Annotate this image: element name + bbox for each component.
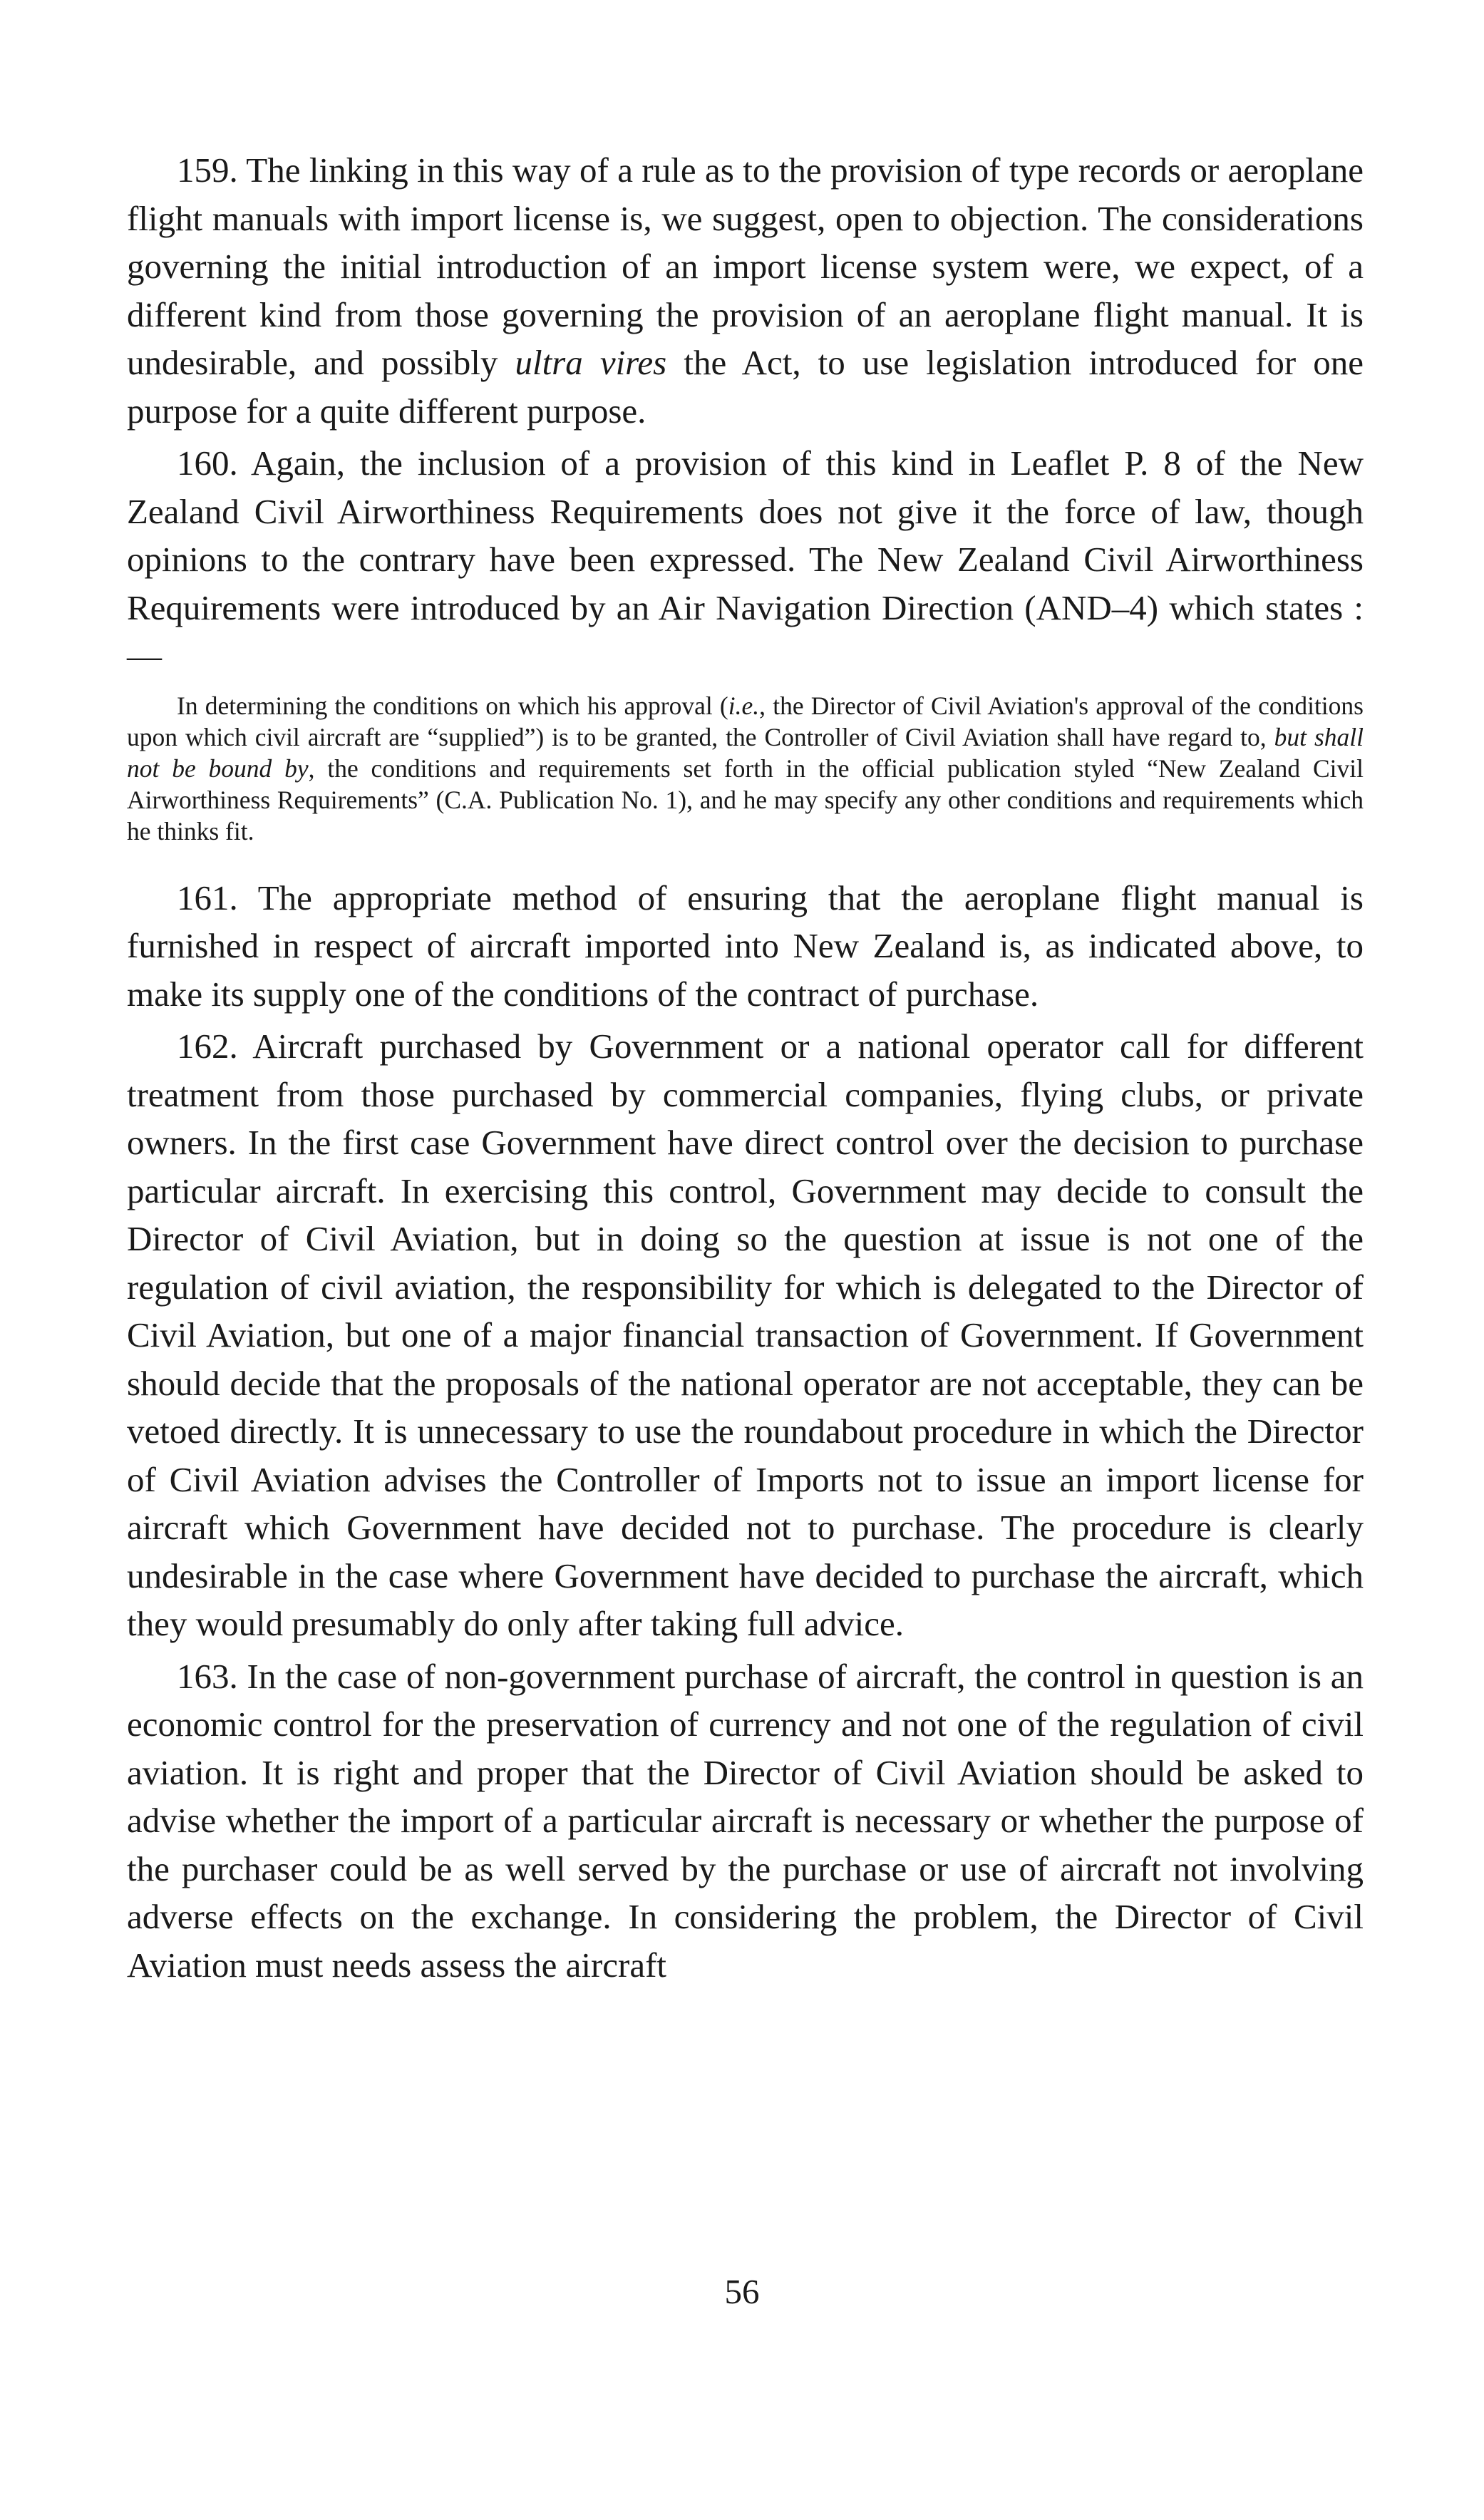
quote-italic: i.e.: [728, 691, 760, 720]
paragraph-159: [127, 146, 1364, 435]
document-page: [127, 146, 1364, 1989]
quote-text: , the conditions and requirements set forth in the official publication styled “New Zealand Civil Airworthiness Requirements” (C.A. Publication No. 1), and he may specify any other conditions and requirements which he thinks fit.: [127, 754, 1364, 845]
quote-text: In determining the conditions on which his approval (: [177, 691, 728, 720]
paragraph-161: [127, 874, 1364, 1019]
paragraph-text: The appropriate method of ensuring that the aeroplane flight manual is furnished in respect of aircraft imported into New Zealand is, as indicated above, to make its supply one of the conditions of the contract of purchase.: [127, 878, 1364, 1014]
paragraph-162: [127, 1022, 1364, 1648]
block-quote: [127, 690, 1364, 847]
page-number: 56: [724, 2272, 760, 2311]
paragraph-number: 161.: [177, 878, 238, 917]
paragraph-text: Again, the inclusion of a provision of this kind in Leaflet P. 8 of the New Zealand Civil Airworthiness Requirements does not give it the force of law, though opinions to the contrary have been expressed. The New Zealand Civil Airworthiness Requirements were introduced by an Air Navigation Direction (AND–4) which states :—: [127, 443, 1364, 675]
paragraph-number: 163.: [177, 1656, 238, 1696]
paragraph-text: Aircraft purchased by Government or a national operator call for different treatment from those purchased by commercial companies, flying clubs, or private owners. In the first case Government have direct control over the decision to purchase particular aircraft. In exercising this control, Government may decide to consult the Director of Civil Aviation, but in doing so the question at issue is not one of the regulation of civil aviation, the responsibility for which is delegated to the Director of Civil Aviation, but one of a major financial transaction of Government. If Government should decide that the proposals of the national operator are not acceptable, they can be vetoed directly. It is unnecessary to use the roundabout procedure in which the Director of Civil Aviation advises the Controller of Imports not to issue an import license for aircraft which Government have decided not to purchase. The procedure is clearly undesirable in the case where Government have decided to purchase the aircraft, which they would presumably do only after taking full advice.: [127, 1027, 1364, 1643]
paragraph-160: [127, 439, 1364, 680]
quote-text: , the Director of Civil Aviation's approval of the conditions upon which civil aircraft are “supplied”) is to be granted, the Controller of Civil Aviation shall have regard to,: [127, 691, 1364, 751]
paragraph-number: 162.: [177, 1027, 238, 1066]
paragraph-number: 160.: [177, 443, 238, 483]
paragraph-text-continued: the Act, to use legislation introduced for one purpose for a quite different purpose.: [127, 343, 1364, 431]
paragraph-number: 159.: [177, 150, 238, 190]
quote-italic: but shall not be bound by: [127, 722, 1364, 783]
paragraph-163: [127, 1652, 1364, 1990]
paragraph-text: The linking in this way of a rule as to the provision of type records or aeroplane flight manuals with import license is, we suggest, open to objection. The considerations governing the initial introduction of an import license system were, we expect, of a different kind from those governing the provision of an aeroplane flight manual. It is undesirable, and possibly: [127, 150, 1364, 382]
italic-phrase: ultra vires: [515, 343, 667, 382]
paragraph-text: In the case of non-government purchase of aircraft, the control in question is an economic control for the preservation of currency and not one of the regulation of civil aviation. It is right and proper that the Director of Civil Aviation should be asked to advise whether the import of a particular aircraft is necessary or whether the purpose of the purchaser could be as well served by the purchase or use of aircraft not involving adverse effects on the exchange. In considering the problem, the Director of Civil Aviation must needs assess the aircraft: [127, 1656, 1364, 1985]
